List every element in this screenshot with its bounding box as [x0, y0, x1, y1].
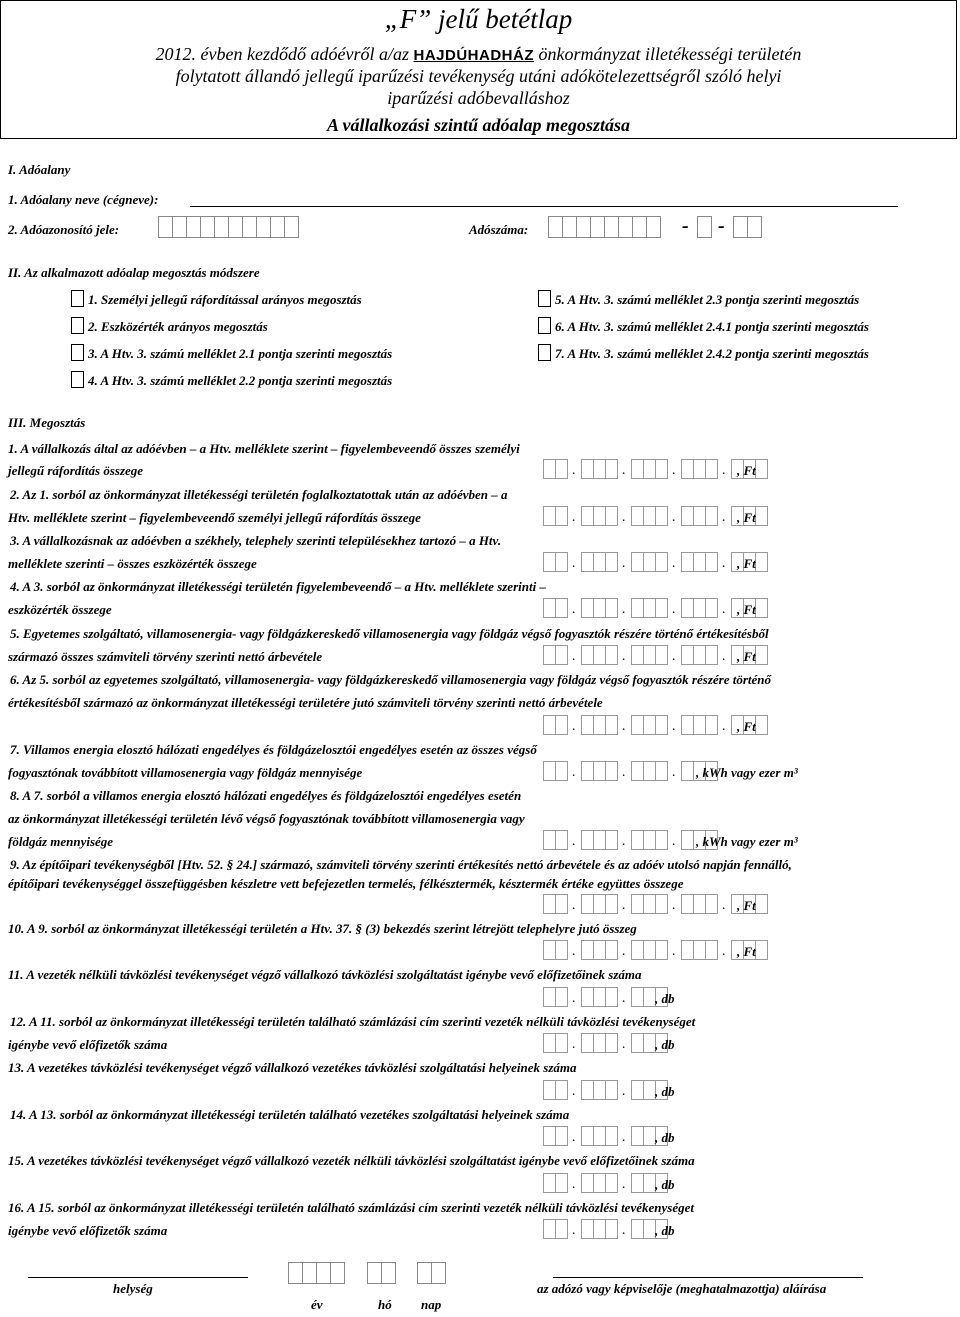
thousands-separator: . [622, 1037, 626, 1052]
input-cell[interactable] [381, 1262, 396, 1284]
row-13-unit: , db [655, 1084, 675, 1099]
place-label: helység [113, 1281, 153, 1296]
thousands-separator: . [572, 602, 576, 617]
thousands-separator: . [722, 944, 726, 959]
input-cell[interactable] [590, 216, 605, 238]
signature-label: az adózó vagy képviselője (meghatalmazottja) aláírása [537, 1281, 827, 1296]
digit-cell[interactable] [755, 715, 768, 735]
thousands-separator: . [622, 1223, 626, 1238]
thousands-separator: . [722, 510, 726, 525]
thousands-separator: . [622, 1130, 626, 1145]
input-cell[interactable] [158, 216, 173, 238]
header-line-1-pre: 2012. évben kezdődő adóévről a/az [155, 44, 409, 64]
row-12-count-field[interactable] [543, 1033, 667, 1053]
row-4-text-b: eszközérték összege [8, 602, 112, 617]
thousands-separator: . [572, 944, 576, 959]
input-cell[interactable] [367, 1262, 382, 1284]
page-title: „F” jelű betétlap [384, 4, 573, 34]
thousands-separator: . [722, 898, 726, 913]
thousands-separator: . [622, 1177, 626, 1192]
thousands-separator: . [572, 834, 576, 849]
row-2-text-b: Htv. melléklete szerint – figyelembeveendő személyi jellegű ráfordítás összege [8, 510, 421, 525]
input-cell[interactable] [733, 216, 748, 238]
taxnum-dash-2: - [718, 215, 725, 237]
year-field[interactable] [288, 1262, 344, 1284]
input-cell[interactable] [618, 216, 633, 238]
thousands-separator: . [672, 556, 676, 571]
row-7-amount-field[interactable] [543, 761, 717, 781]
row-5-unit: , Ft [737, 649, 756, 664]
thousands-separator: . [672, 944, 676, 959]
input-cell[interactable] [256, 216, 271, 238]
row-12-text-a: 12. A 11. sorból az önkormányzat illetékességi területén található számlázási cím szerinti vezeték nélküli távközlési tevékenységet [10, 1014, 696, 1029]
thousands-separator: . [622, 834, 626, 849]
input-cell[interactable] [214, 216, 229, 238]
thousands-separator: . [622, 1084, 626, 1099]
row-13-count-field[interactable] [543, 1080, 667, 1100]
row-10-unit: , Ft [737, 944, 756, 959]
row-16-unit: , db [655, 1223, 675, 1238]
row-12-unit: , db [655, 1037, 675, 1052]
row-8-text-c: földgáz mennyisége [8, 834, 114, 849]
section-3-heading: III. Megosztás [8, 415, 86, 430]
row-15-unit: , db [655, 1177, 675, 1192]
row-8-amount-field[interactable] [543, 830, 717, 850]
method-2-checkbox[interactable] [71, 317, 84, 334]
thousands-separator: . [572, 1037, 576, 1052]
row-14-text: 14. A 13. sorból az önkormányzat illetékességi területén található vezetékes szolgáltatási helyeinek száma [10, 1107, 570, 1122]
method-6-label: 6. A Htv. 3. számú melléklet 2.4.1 pontja szerinti megosztás [555, 319, 869, 334]
method-5-checkbox[interactable] [538, 290, 551, 307]
method-1-checkbox[interactable] [71, 290, 84, 307]
thousands-separator: . [622, 944, 626, 959]
thousands-separator: . [672, 898, 676, 913]
taxid-field[interactable] [158, 216, 298, 238]
row-11-text: 11. A vezeték nélküli távközlési tevékenységet végző vállalkozó távközlési szolgáltatást igénybe vevő előfizetőinek száma [8, 967, 642, 982]
method-7-checkbox[interactable] [538, 344, 551, 361]
header-line-1 [0, 43, 957, 67]
row-3-text-b: melléklete szerinti – összes eszközérték összege [8, 556, 257, 571]
row-8-text-a: 8. A 7. sorból a villamos energia elosztó hálózati engedélyes és földgázelosztói engedélyes esetén [10, 788, 522, 803]
row-3-amount-field[interactable] [543, 552, 767, 572]
thousands-separator: . [722, 463, 726, 478]
row-8-unit: , kWh vagy ezer m³ [696, 834, 798, 849]
digit-cell[interactable] [755, 894, 768, 914]
row-9-text-a: 9. Az építőipari tevékenységből [Htv. 52. § 24.] származó, számviteli törvény szerinti értékesítés nettó árbevétele és az adóév utolsó napján fennálló, [10, 857, 792, 872]
name-field[interactable] [190, 206, 898, 207]
thousands-separator: . [722, 602, 726, 617]
thousands-separator: . [622, 463, 626, 478]
thousands-separator: . [572, 1223, 576, 1238]
row-15-text: 15. A vezetékes távközlési tevékenységet végző vállalkozó vezeték nélküli távközlési szolgáltatást igénybe vevő előfizetőinek száma [8, 1153, 695, 1168]
section-2-heading: II. Az alkalmazott adóalap megosztás módszere [8, 265, 260, 280]
thousands-separator: . [672, 765, 676, 780]
method-7-label: 7. A Htv. 3. számú melléklet 2.4.2 pontja szerinti megosztás [555, 346, 869, 361]
thousands-separator: . [622, 719, 626, 734]
row-16-text-b: igénybe vevő előfizetők száma [8, 1223, 168, 1238]
row-5-text-a: 5. Egyetemes szolgáltató, villamosenergia- vagy földgázkereskedő villamosenergia vagy földgáz végső fogyasztók részére történő értékesítésből [10, 626, 769, 641]
row-6-amount-field[interactable] [543, 715, 767, 735]
method-4-label: 4. A Htv. 3. számú melléklet 2.2 pontja szerinti megosztás [88, 373, 393, 388]
thousands-separator: . [572, 719, 576, 734]
input-cell[interactable] [417, 1262, 432, 1284]
input-cell[interactable] [431, 1262, 446, 1284]
row-4-text-a: 4. A 3. sorból az önkormányzat illetékességi területén figyelembeveendő – a Htv. melléklete szerinti – [10, 579, 546, 594]
thousands-separator: . [572, 556, 576, 571]
method-5-label: 5. A Htv. 3. számú melléklet 2.3 pontja szerinti megosztás [555, 292, 860, 307]
row-15-count-field[interactable] [543, 1173, 667, 1193]
row-3-text-a: 3. A vállalkozásnak az adóévben a székhely, telephely szerinti településekhez tartozó – a Htv. [10, 533, 502, 548]
thousands-separator: . [572, 1177, 576, 1192]
row-7-text-b: fogyasztónak továbbított villamosenergia vagy földgáz mennyisége [8, 765, 363, 780]
taxnum-dash-1: - [682, 215, 689, 237]
taxnum-field-part1[interactable] [548, 216, 660, 238]
thousands-separator: . [672, 649, 676, 664]
taxnum-field-part2[interactable] [697, 216, 711, 238]
row-11-count-field[interactable] [543, 987, 667, 1007]
input-cell[interactable] [562, 216, 577, 238]
row-9-unit: , Ft [737, 898, 756, 913]
thousands-separator: . [622, 898, 626, 913]
digit-cell[interactable] [755, 506, 768, 526]
thousands-separator: . [672, 602, 676, 617]
thousands-separator: . [572, 1130, 576, 1145]
row-4-amount-field[interactable] [543, 598, 767, 618]
digit-cell[interactable] [755, 645, 768, 665]
method-4-checkbox[interactable] [71, 371, 84, 388]
input-cell[interactable] [172, 216, 187, 238]
row-13-text: 13. A vezetékes távközlési tevékenységet végző vállalkozó vezetékes távközlési szolgáltatási helyeinek száma [8, 1060, 577, 1075]
digit-cell[interactable] [755, 940, 768, 960]
thousands-separator: . [572, 991, 576, 1006]
method-3-checkbox[interactable] [71, 344, 84, 361]
day-label: nap [421, 1297, 442, 1312]
row-2-amount-field[interactable] [543, 506, 767, 526]
header-line-2: folytatott állandó jellegű iparűzési tevékenység utáni adókötelezettségről szóló helyi [175, 66, 782, 86]
row-1-unit: , Ft [737, 463, 756, 478]
input-cell[interactable] [242, 216, 257, 238]
thousands-separator: . [622, 602, 626, 617]
row-10-amount-field[interactable] [543, 940, 767, 960]
row-12-text-b: igénybe vevő előfizetők száma [8, 1037, 168, 1052]
input-cell[interactable] [548, 216, 563, 238]
thousands-separator: . [672, 463, 676, 478]
month-field[interactable] [367, 1262, 395, 1284]
method-2-label: 2. Eszközérték arányos megosztás [88, 319, 268, 334]
thousands-separator: . [572, 898, 576, 913]
name-label: 1. Adóalany neve (cégneve): [8, 192, 159, 207]
row-9-amount-field[interactable] [543, 894, 767, 914]
row-5-amount-field[interactable] [543, 645, 767, 665]
method-6-checkbox[interactable] [538, 317, 551, 334]
digit-cell[interactable] [755, 552, 768, 572]
row-14-count-field[interactable] [543, 1126, 667, 1146]
thousands-separator: . [622, 556, 626, 571]
row-1-text-b: jellegű ráfordítás összege [8, 463, 144, 478]
input-cell[interactable] [632, 216, 647, 238]
input-cell[interactable] [284, 216, 299, 238]
thousands-separator: . [622, 649, 626, 664]
thousands-separator: . [572, 765, 576, 780]
taxid-label: 2. Adóazonosító jele: [8, 222, 120, 237]
method-3-label: 3. A Htv. 3. számú melléklet 2.1 pontja szerinti megosztás [88, 346, 393, 361]
thousands-separator: . [622, 765, 626, 780]
input-cell[interactable] [200, 216, 215, 238]
row-16-text-a: 16. A 15. sorból az önkormányzat illetékességi területén található számlázási cím szerinti vezeték nélküli távközlési tevékenységet [8, 1200, 694, 1215]
thousands-separator: . [722, 649, 726, 664]
month-label: hó [378, 1297, 392, 1312]
input-cell[interactable] [697, 216, 712, 238]
row-2-unit: , Ft [737, 510, 756, 525]
day-field[interactable] [417, 1262, 445, 1284]
header-line-3: iparűzési adóbevalláshoz [387, 88, 570, 108]
thousands-separator: . [572, 463, 576, 478]
digit-cell[interactable] [755, 598, 768, 618]
input-cell[interactable] [302, 1262, 317, 1284]
input-cell[interactable] [270, 216, 285, 238]
place-field[interactable] [28, 1277, 248, 1278]
input-cell[interactable] [604, 216, 619, 238]
thousands-separator: . [672, 834, 676, 849]
row-5-text-b: származó összes számviteli törvény szerinti nettó árbevétele [8, 649, 323, 664]
row-8-text-b: az önkormányzat illetékességi területén lévő végső fogyasztónak továbbított villamosenergia vagy [8, 811, 525, 826]
thousands-separator: . [622, 510, 626, 525]
thousands-separator: . [572, 510, 576, 525]
row-11-unit: , db [655, 991, 675, 1006]
row-9-text-b: építőipari tevékenységgel összefüggésben készletre vett befejezetlen termelés, félkésztermék, késztermék értéke együttes összege [8, 876, 684, 891]
input-cell[interactable] [576, 216, 591, 238]
page-subtitle: A vállalkozási szintű adóalap megosztása [326, 115, 631, 135]
row-2-text-a: 2. Az 1. sorból az önkormányzat illetékességi területén foglalkoztatottak után az adóévben – a [10, 487, 508, 502]
thousands-separator: . [572, 649, 576, 664]
thousands-separator: . [672, 719, 676, 734]
input-cell[interactable] [316, 1262, 331, 1284]
input-cell[interactable] [747, 216, 762, 238]
row-6-text-a: 6. Az 5. sorból az egyetemes szolgáltató, villamosenergia- vagy földgázkereskedő villamosenergia vagy földgáz végső fogyasztók részére történő [10, 672, 772, 687]
row-1-text-a: 1. A vállalkozás által az adóévben – a Htv. melléklete szerint – figyelembeveendő összes személyi [8, 441, 520, 456]
input-cell[interactable] [330, 1262, 345, 1284]
digit-cell[interactable] [755, 459, 768, 479]
row-3-unit: , Ft [737, 556, 756, 571]
row-14-unit: , db [655, 1130, 675, 1145]
row-6-unit: , Ft [737, 719, 756, 734]
row-7-unit: , kWh vagy ezer m³ [696, 765, 798, 780]
municipality-name: HAJDÚHADHÁZ [413, 47, 534, 64]
thousands-separator: . [572, 1084, 576, 1099]
taxnum-field-part3[interactable] [733, 216, 761, 238]
row-6-text-b: értékesítésből származó az önkormányzat illetékességi területére jutó számviteli törvény szerinti nettó árbevétele [8, 695, 603, 710]
signature-field[interactable] [553, 1277, 863, 1278]
input-cell[interactable] [646, 216, 661, 238]
method-1-label: 1. Személyi jellegű ráfordítással arányos megosztás [88, 292, 362, 307]
thousands-separator: . [722, 719, 726, 734]
row-1-amount-field[interactable] [543, 459, 767, 479]
thousands-separator: . [622, 991, 626, 1006]
header-line-1-post: önkormányzat illetékességi területén [538, 44, 802, 64]
taxnum-label: Adószáma: [469, 222, 529, 237]
thousands-separator: . [672, 510, 676, 525]
year-label: év [311, 1297, 323, 1312]
row-4-unit: , Ft [737, 602, 756, 617]
input-cell[interactable] [288, 1262, 303, 1284]
thousands-separator: . [722, 556, 726, 571]
row-16-count-field[interactable] [543, 1219, 667, 1239]
row-10-text: 10. A 9. sorból az önkormányzat illetékességi területén a Htv. 37. § (3) bekezdés szerint létrejött telephelyre jutó összeg [8, 921, 637, 936]
section-1-heading: I. Adóalany [8, 162, 71, 177]
input-cell[interactable] [228, 216, 243, 238]
input-cell[interactable] [186, 216, 201, 238]
row-7-text-a: 7. Villamos energia elosztó hálózati engedélyes és földgázelosztói engedélyes esetén az összes végső [10, 742, 537, 757]
